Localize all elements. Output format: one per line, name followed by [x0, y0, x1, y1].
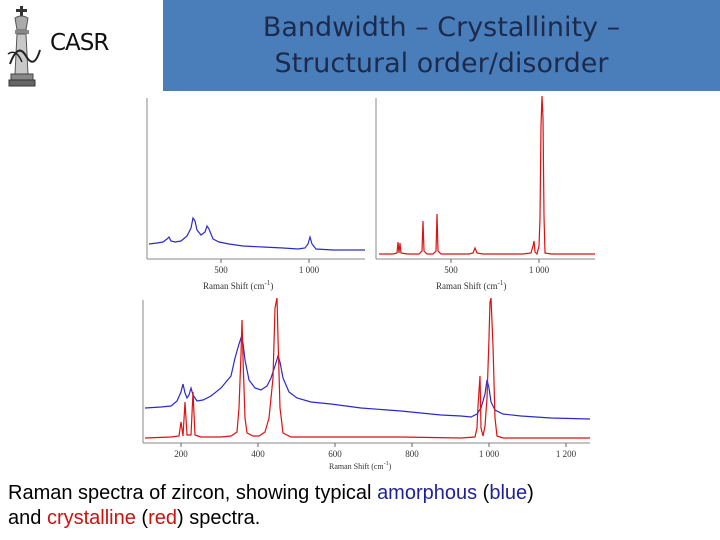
spectrum-amorphous-small [143, 96, 365, 296]
slide-title-line-2: Structural order/disorder [274, 47, 609, 79]
caption-line-1 [8, 481, 708, 506]
tick-label: 1 000 [528, 265, 550, 275]
caption-crystalline: crystalline [46, 507, 136, 529]
tick-label: 800 [405, 449, 419, 459]
tick-label: 1 200 [555, 449, 577, 459]
tick-label: 200 [174, 449, 188, 459]
tick-label: 500 [444, 265, 458, 275]
x-axis-label: Raman Shift $(cm^{-1})$ [203, 279, 274, 291]
spectrum-crystalline-small [373, 96, 595, 296]
tick-label: 1 000 [478, 449, 500, 459]
x-axis-label: Raman Shift $(cm^{-1})$ [436, 279, 507, 291]
tick-label: 600 [328, 449, 342, 459]
x-axis-label: Raman Shift $(cm^{-1})$ [329, 461, 392, 471]
spectrum-comparison [141, 298, 590, 474]
tick-label: 1 000 [298, 265, 320, 275]
caption-text: and [8, 507, 47, 529]
tick-label: 400 [251, 449, 265, 459]
caption-blue: blue [489, 482, 528, 504]
caption-text: Raman spectra of zircon, showing typical [8, 482, 378, 504]
caption-red: red [148, 507, 177, 529]
caption-text: ( [135, 507, 149, 529]
slide-title-line-1: Bandwidth – Crystallinity – [262, 11, 621, 43]
title-bar [163, 0, 720, 91]
caption-line-2 [8, 506, 708, 531]
caption-text: ( [477, 482, 490, 504]
caption-text: ) [527, 482, 534, 504]
caption-text: ) spectra. [176, 507, 261, 529]
tick-label: 500 [214, 265, 228, 275]
slide-caption [8, 481, 708, 531]
caption-amorphous: amorphous [377, 482, 478, 504]
logo-text: CASR [50, 30, 109, 56]
casr-logo [4, 4, 154, 96]
